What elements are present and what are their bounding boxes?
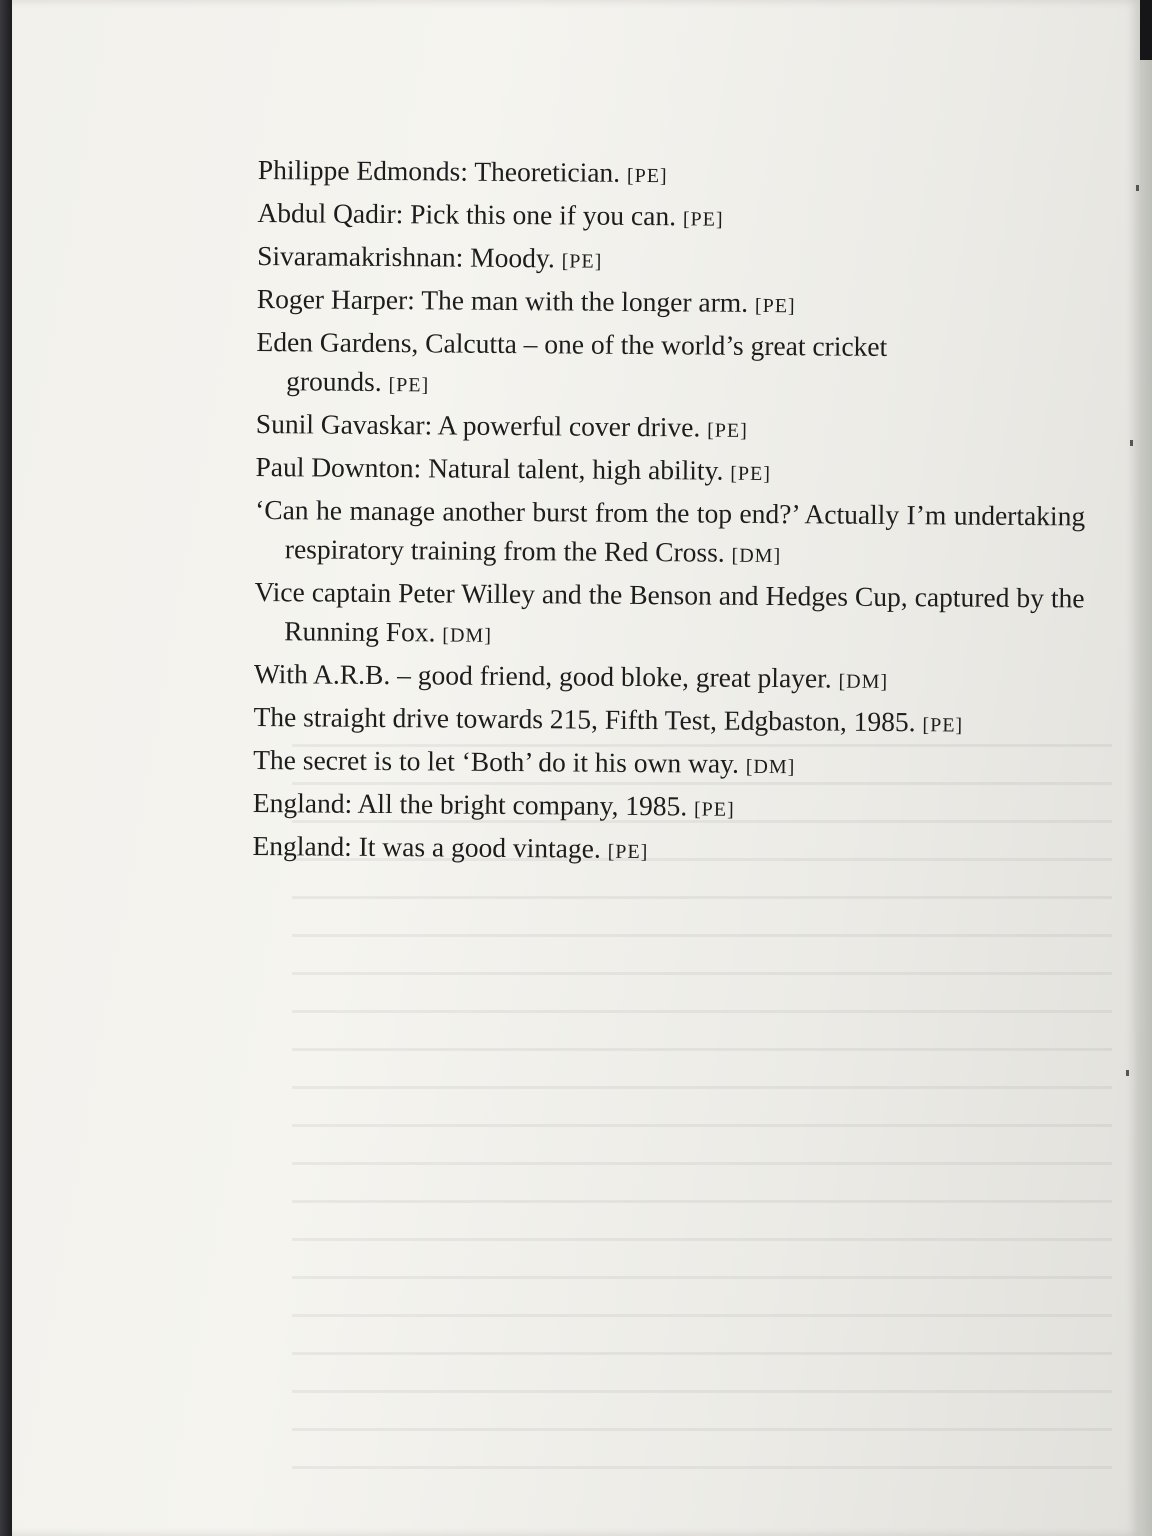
caption-text: Philippe Edmonds: Theoretician. xyxy=(257,153,621,188)
photo-credit: [PE] xyxy=(922,714,964,737)
margin-mark xyxy=(1126,1070,1129,1076)
margin-mark xyxy=(1136,185,1139,191)
caption-text: Roger Harper: The man with the longer arm. xyxy=(256,282,749,318)
caption-entry xyxy=(257,279,1087,329)
caption-text: Sivaramakrishnan: Moody. xyxy=(257,239,555,274)
caption-entry xyxy=(257,193,1087,243)
caption-text: Paul Downton: Natural talent, high ability. xyxy=(255,450,724,486)
caption-text: Eden Gardens, Calcutta – one of the world’s great cricket grounds. xyxy=(256,325,888,397)
caption-text: Vice captain Peter Willey and the Benson and Hedges Cup, captured by the Running Fox. xyxy=(254,575,1085,648)
caption-entry xyxy=(254,654,1084,704)
photo-credit: [PE] xyxy=(754,294,796,318)
margin-mark xyxy=(1130,440,1133,446)
caption-entry xyxy=(256,404,1086,454)
caption-entry xyxy=(255,490,1086,579)
caption-text: The secret is to let ‘Both’ do it his own way. xyxy=(253,743,740,779)
caption-text: England: All the bright company, 1985. xyxy=(252,786,688,822)
caption-text: ‘Can he manage another burst from the top end?’ Actually I’m undertaking respiratory training from the Red Cross. xyxy=(255,493,1086,568)
caption-text: Abdul Qadir: Pick this one if you can. xyxy=(257,196,677,232)
book-page xyxy=(12,0,1140,1536)
caption-entry xyxy=(254,572,1085,661)
caption-entry xyxy=(252,826,1082,876)
photo-credit: [PE] xyxy=(693,798,735,821)
caption-entry xyxy=(257,236,1087,286)
caption-text: The straight drive towards 215, Fifth Test, Edgbaston, 1985. xyxy=(253,700,916,738)
caption-text: With A.R.B. – good friend, good bloke, great player. xyxy=(253,657,832,694)
photo-credit: [PE] xyxy=(682,208,724,231)
photo-credit: [PE] xyxy=(607,840,649,864)
caption-text: England: It was a good vintage. xyxy=(252,829,601,864)
caption-text: Sunil Gavaskar: A powerful cover drive. xyxy=(255,407,701,443)
caption-entry xyxy=(256,322,1087,411)
photo-credit: [PE] xyxy=(561,250,603,273)
book-cover-edge xyxy=(0,0,12,1536)
photo-credit: [PE] xyxy=(626,164,668,188)
photo-credit: [DM] xyxy=(442,624,493,647)
photo-credit: [DM] xyxy=(745,755,796,779)
caption-entry xyxy=(253,740,1083,790)
photo-credit: [PE] xyxy=(388,374,430,397)
photo-credit: [DM] xyxy=(731,544,782,568)
photo-credit: [DM] xyxy=(838,670,889,693)
caption-entry xyxy=(258,150,1088,200)
caption-entry xyxy=(255,447,1085,497)
photo-credit: [PE] xyxy=(730,462,772,486)
caption-entry xyxy=(253,783,1083,833)
caption-list xyxy=(252,150,1088,875)
photo-credit: [PE] xyxy=(707,419,748,442)
caption-entry xyxy=(253,697,1083,747)
